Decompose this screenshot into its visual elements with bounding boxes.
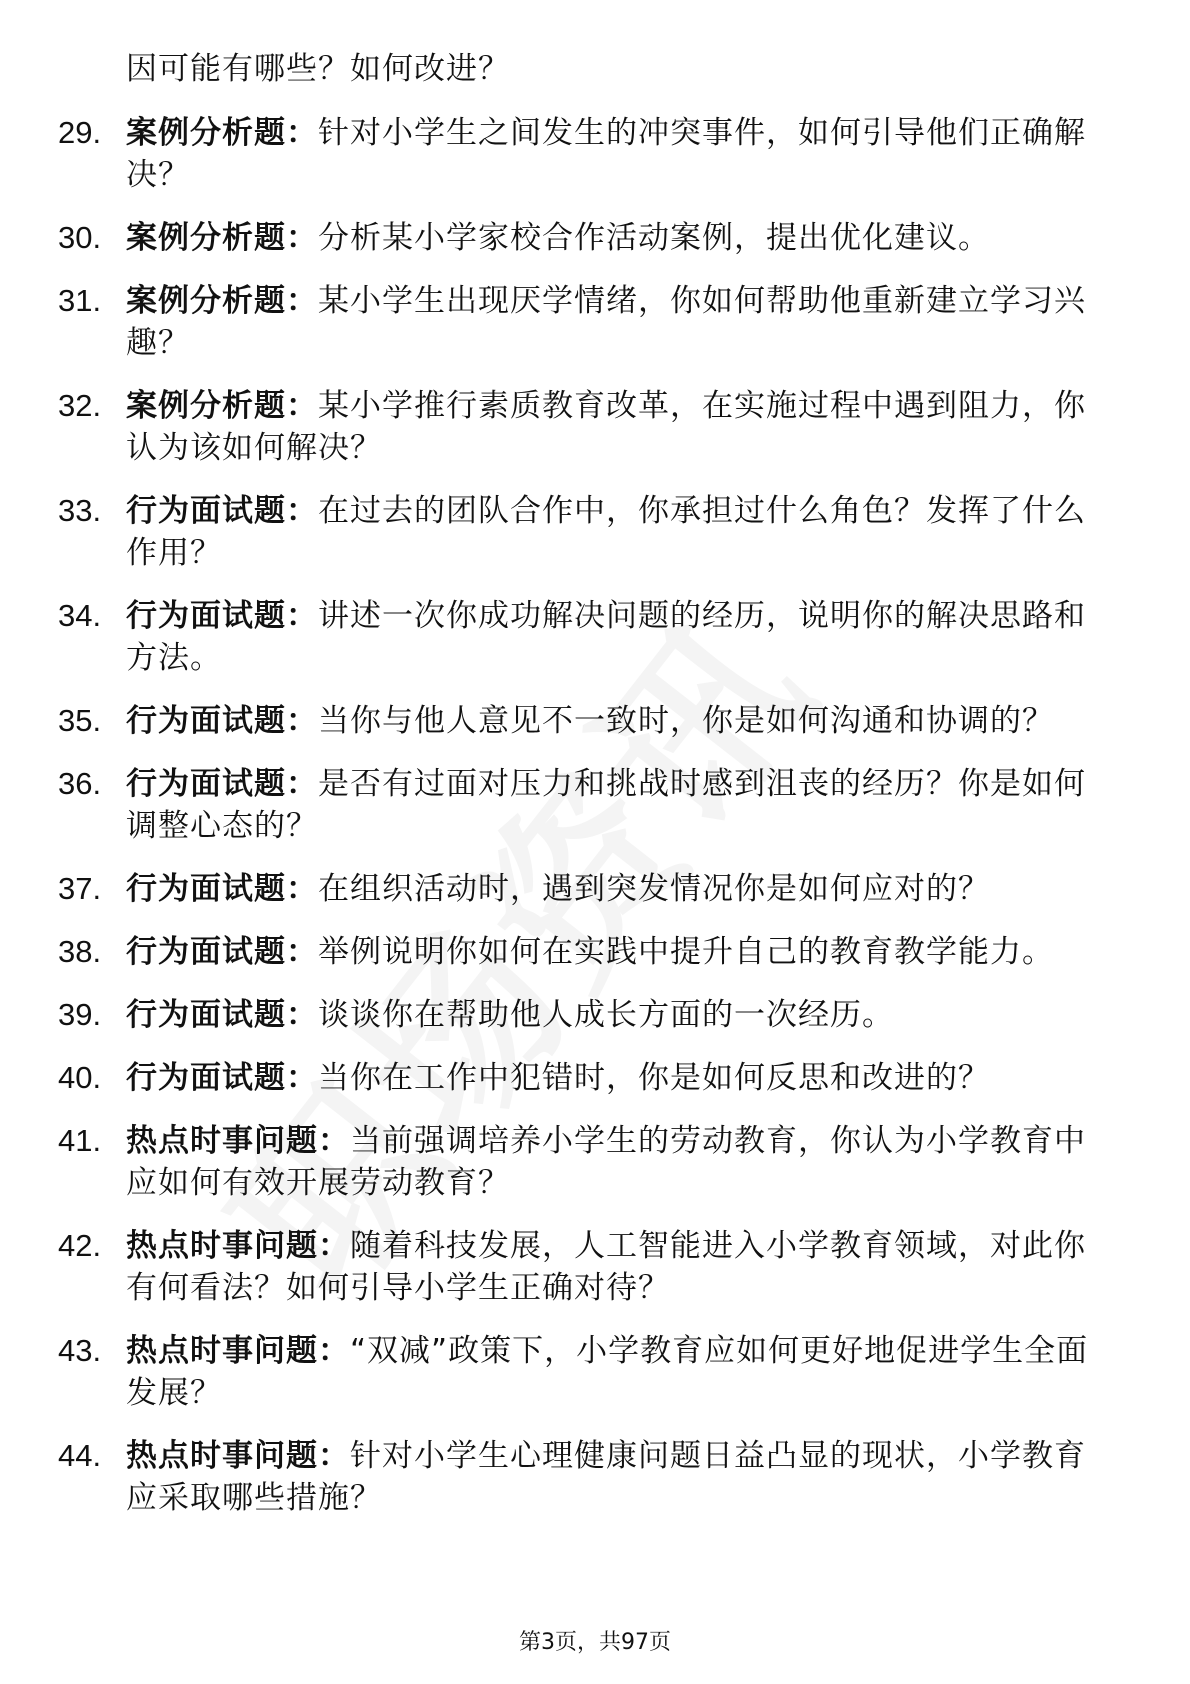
question-body: 谈谈你在帮助他人成长方面的一次经历。	[318, 997, 894, 1033]
question-item	[0, 1120, 1116, 1204]
question-text	[126, 1120, 1116, 1204]
question-text	[126, 1435, 1116, 1519]
question-item	[0, 700, 1116, 742]
question-number: 43.	[58, 1333, 102, 1368]
question-number: 29.	[58, 115, 102, 150]
question-text	[126, 868, 1116, 910]
question-category: 热点时事问题：	[126, 1228, 350, 1264]
question-item	[0, 931, 1116, 973]
question-body: 当你在工作中犯错时，你是如何反思和改进的？	[318, 1060, 990, 1096]
question-item	[0, 112, 1116, 196]
question-category: 行为面试题：	[126, 997, 318, 1033]
question-text	[126, 1330, 1116, 1414]
question-text	[126, 595, 1116, 679]
question-text	[126, 280, 1116, 364]
question-number: 30.	[58, 220, 102, 255]
question-category: 案例分析题：	[126, 388, 318, 424]
question-body: 随着科技发展，人工智能进入小学教育领域，对此你有何看法？如何引导小学生正确对待？	[126, 1228, 1086, 1306]
question-body: 是否有过面对压力和挑战时感到沮丧的经历？你是如何调整心态的？	[126, 766, 1086, 844]
question-category: 行为面试题：	[126, 493, 318, 529]
question-category: 行为面试题：	[126, 934, 318, 970]
question-item	[0, 994, 1116, 1036]
question-body: 讲述一次你成功解决问题的经历，说明你的解决思路和方法。	[126, 598, 1086, 676]
question-body: 在组织活动时，遇到突发情况你是如何应对的？	[318, 871, 990, 907]
question-category: 案例分析题：	[126, 115, 318, 151]
question-body: “双减”政策下，小学教育应如何更好地促进学生全面发展？	[126, 1333, 1089, 1411]
question-body: 某小学推行素质教育改革，在实施过程中遇到阻力，你认为该如何解决？	[126, 388, 1086, 466]
question-number: 32.	[58, 388, 102, 423]
question-category: 行为面试题：	[126, 1060, 318, 1096]
question-category: 热点时事问题：	[126, 1333, 350, 1369]
question-number: 36.	[58, 766, 102, 801]
question-number: 34.	[58, 598, 102, 633]
question-number: 37.	[58, 871, 102, 906]
question-body: 某小学生出现厌学情绪，你如何帮助他重新建立学习兴趣？	[126, 283, 1086, 361]
question-text	[126, 1225, 1116, 1309]
question-item	[0, 280, 1116, 364]
question-item	[0, 385, 1116, 469]
question-item	[0, 1330, 1116, 1414]
question-category: 行为面试题：	[126, 871, 318, 907]
question-number: 39.	[58, 997, 102, 1032]
question-number: 41.	[58, 1123, 102, 1158]
question-item	[0, 217, 1116, 259]
question-category: 热点时事问题：	[126, 1438, 350, 1474]
question-item	[0, 1435, 1116, 1519]
question-number: 44.	[58, 1438, 102, 1473]
question-body: 针对小学生心理健康问题日益凸显的现状，小学教育应采取哪些措施？	[126, 1438, 1086, 1516]
question-number: 31.	[58, 283, 102, 318]
question-text	[126, 763, 1116, 847]
question-item	[0, 490, 1116, 574]
question-number: 35.	[58, 703, 102, 738]
question-number: 33.	[58, 493, 102, 528]
question-text	[126, 931, 1116, 973]
question-item	[0, 1225, 1116, 1309]
question-text	[126, 217, 1116, 259]
question-item	[0, 868, 1116, 910]
question-body: 针对小学生之间发生的冲突事件，如何引导他们正确解决？	[126, 115, 1086, 193]
question-number: 42.	[58, 1228, 102, 1263]
question-number: 38.	[58, 934, 102, 969]
question-body: 当前强调培养小学生的劳动教育，你认为小学教育中应如何有效开展劳动教育？	[126, 1123, 1086, 1201]
question-item	[0, 763, 1116, 847]
question-text	[126, 1057, 1116, 1099]
question-category: 热点时事问题：	[126, 1123, 350, 1159]
question-body: 举例说明你如何在实践中提升自己的教育教学能力。	[318, 934, 1054, 970]
question-category: 行为面试题：	[126, 703, 318, 739]
question-category: 案例分析题：	[126, 220, 318, 256]
question-item	[0, 595, 1116, 679]
question-text	[126, 490, 1116, 574]
continuation-line: 因可能有哪些？如何改进？	[126, 51, 510, 87]
question-text	[126, 385, 1116, 469]
question-text	[126, 112, 1116, 196]
question-body: 当你与他人意见不一致时，你是如何沟通和协调的？	[318, 703, 1054, 739]
question-text	[126, 700, 1116, 742]
question-category: 行为面试题：	[126, 766, 318, 802]
question-body: 分析某小学家校合作活动案例，提出优化建议。	[318, 220, 990, 256]
question-text	[126, 994, 1116, 1036]
page-footer: 第3页，共97页	[519, 1630, 671, 1655]
question-list	[0, 112, 1190, 1540]
question-body: 在过去的团队合作中，你承担过什么角色？发挥了什么作用？	[126, 493, 1086, 571]
question-item	[0, 1057, 1116, 1099]
question-category: 行为面试题：	[126, 598, 318, 634]
question-number: 40.	[58, 1060, 102, 1095]
question-category: 案例分析题：	[126, 283, 318, 319]
